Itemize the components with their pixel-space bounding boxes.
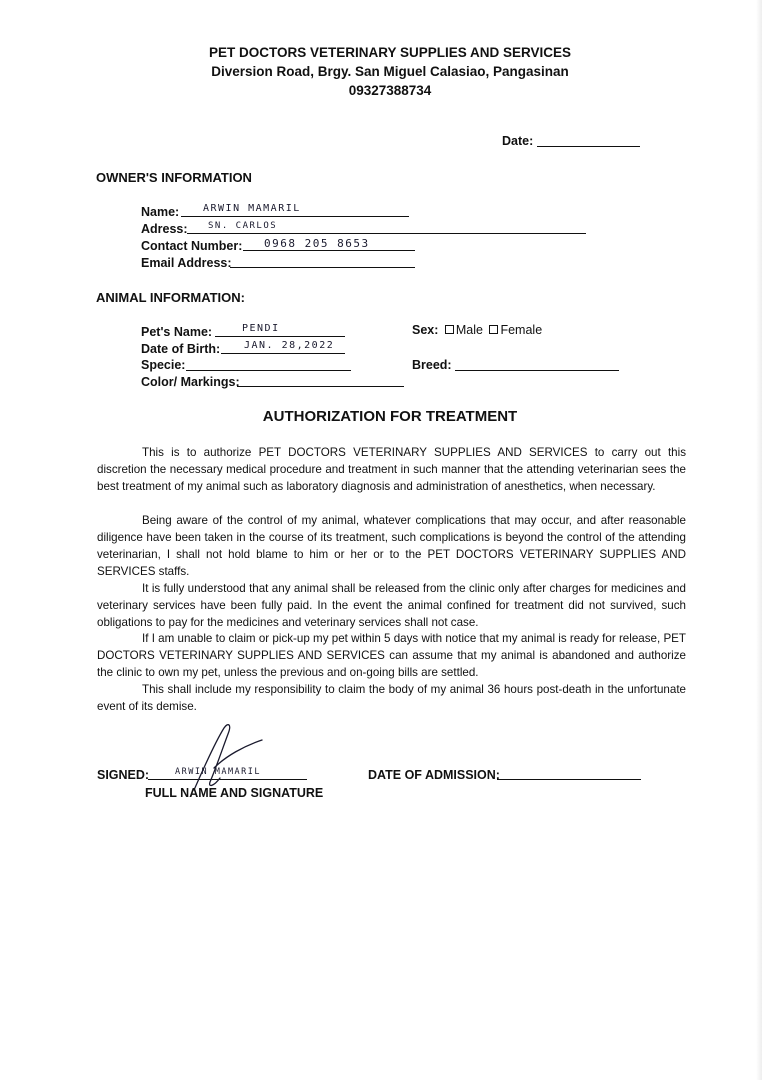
dob-field[interactable] [221, 353, 345, 354]
authorization-paragraph-1: This is to authorize PET DOCTORS VETERINARY SUPPLIES AND SERVICES to carry out this discretion the necessary medical procedure and treatment in such manner that the attending veterinarian sees the best treatment of my animal such as laboratory diagnosis and administration of anesthetics, when necessary. [97, 446, 686, 493]
color-markings-label: Color/ Markings: [141, 375, 240, 389]
signed-value: ARWIN MAMARIL [175, 767, 262, 777]
date-label: Date: [502, 134, 534, 148]
date-field[interactable] [537, 146, 640, 147]
contact-number-value: 0968 205 8653 [264, 237, 370, 250]
contact-number-label: Contact Number: [141, 239, 243, 253]
pet-name-field[interactable] [215, 336, 345, 337]
authorization-paragraph-3: It is fully understood that any animal shall be released from the clinic only after charges for medicines and veterinary services have been fully paid. In the event the animal confined for treatment did not survived, such obligations to pay for the medicines and veterinary services shall not case. [97, 582, 686, 629]
sex-male-checkbox[interactable] [445, 325, 454, 334]
email-label: Email Address: [141, 256, 232, 270]
authorization-paragraph-5: This shall include my responsibility to claim the body of my animal 36 hours post-death in the unfortunate event of its demise. [97, 683, 686, 713]
sex-field [412, 323, 542, 337]
color-markings-field[interactable] [237, 386, 404, 387]
owner-name-field[interactable] [181, 216, 409, 217]
owner-address-field[interactable] [187, 233, 586, 234]
authorization-title: AUTHORIZATION FOR TREATMENT [262, 408, 518, 425]
breed-field[interactable] [455, 370, 619, 371]
company-address: Diversion Road, Brgy. San Miguel Calasiao, Pangasinan [211, 64, 569, 79]
company-phone: 09327388734 [348, 83, 432, 98]
dob-label: Date of Birth: [141, 342, 221, 356]
sex-female-checkbox[interactable] [489, 325, 498, 334]
owner-name-value: ARWIN MAMARIL [203, 203, 301, 214]
specie-label: Specie: [141, 358, 186, 372]
scan-shadow [756, 0, 762, 1080]
admission-date-field[interactable] [497, 779, 641, 780]
pet-name-label: Pet's Name: [141, 325, 213, 339]
sex-male-label: Male [455, 323, 483, 337]
specie-field[interactable] [186, 370, 351, 371]
dob-value: JAN. 28,2022 [244, 340, 335, 351]
owner-address-value: SN. CARLOS [208, 221, 278, 231]
signed-label: SIGNED: [97, 768, 150, 782]
pet-name-value: PENDI [242, 323, 280, 334]
owner-name-label: Name: [141, 205, 180, 219]
company-name: PET DOCTORS VETERINARY SUPPLIES AND SERVICES [208, 45, 572, 60]
animal-section-heading: ANIMAL INFORMATION: [96, 290, 245, 305]
email-field[interactable] [230, 267, 415, 268]
contact-number-field[interactable] [243, 250, 415, 251]
breed-label: Breed: [412, 358, 452, 372]
full-name-signature-label: FULL NAME AND SIGNATURE [145, 786, 324, 800]
sex-female-label: Female [500, 323, 543, 337]
owner-address-label: Adress: [141, 222, 188, 236]
owner-section-heading: OWNER'S INFORMATION [96, 170, 252, 185]
authorization-paragraph-2: Being aware of the control of my animal, whatever complications that may occur, and after reasonable diligence have been taken in the course of its treatment, such complications is beyond the control of the attending veterinarian, I shall not hold blame to him or her or to the PET DOCTORS VETERINARY SUPPLIES AND SERVICES staffs. [97, 514, 686, 578]
admission-date-label: DATE OF ADMISSION: [368, 768, 500, 782]
sex-label: Sex: [412, 323, 439, 337]
authorization-paragraph-4: If I am unable to claim or pick-up my pet within 5 days with notice that my animal is ready for release, PET DOCTORS VETERINARY SUPPLIES AND SERVICES can assume that my animal is abandoned and authorize the clinic to own my pet, unless the previous and on-going bills are settled. [97, 632, 686, 679]
